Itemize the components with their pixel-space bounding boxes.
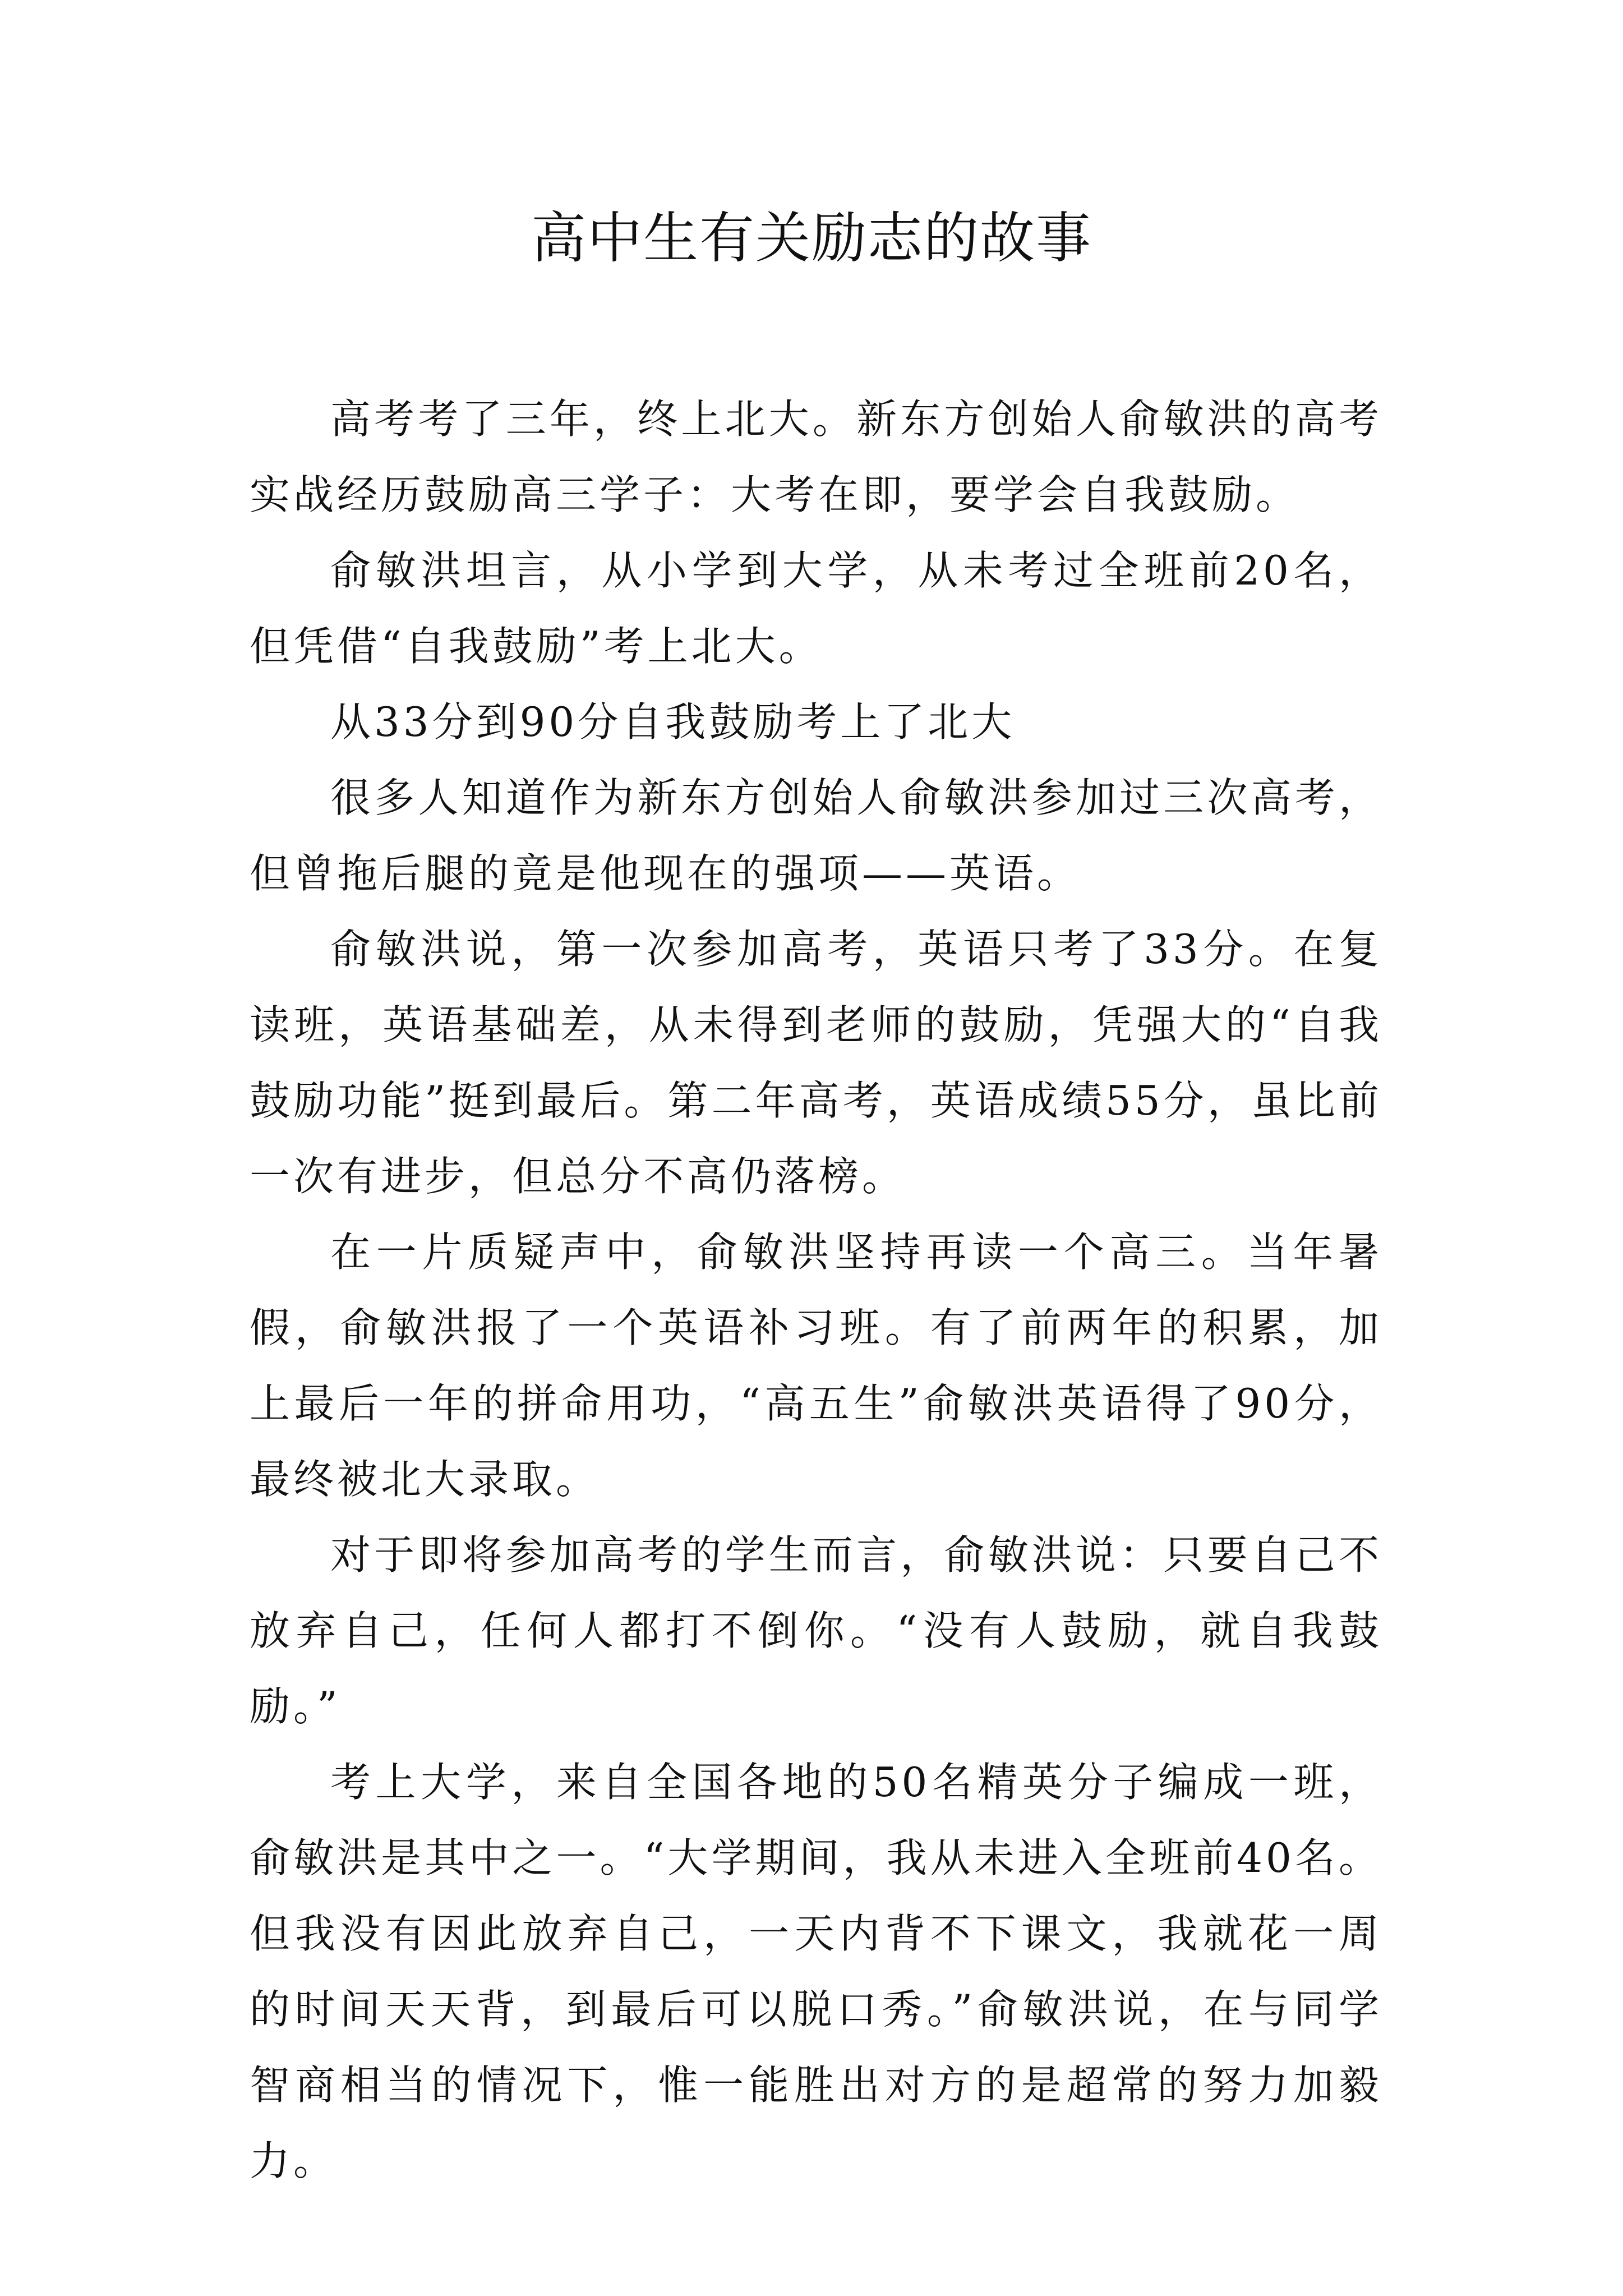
paragraph-5: 俞敏洪说，第一次参加高考，英语只考了33分。在复读班，英语基础差，从未得到老师的鼓励，凭强大的“自我鼓励功能”挺到最后。第二年高考，英语成绩55分，虽比前一次有进步，但总分不高仍落榜。 bbox=[250, 926, 1382, 1200]
document-body bbox=[250, 381, 1382, 2199]
paragraph-1: 高考考了三年，终上北大。新东方创始人俞敏洪的高考实战经历鼓励高三学子：大考在即，要学会自我鼓励。 bbox=[250, 395, 1382, 518]
paragraph-8: 考上大学，来自全国各地的50名精英分子编成一班，俞敏洪是其中之一。“大学期间，我从未进入全班前40名。但我没有因此放弃自己，一天内背不下课文，我就花一周的时间天天背，到最后可以脱口秀。”俞敏洪说，在与同学智商相当的情况下，惟一能胜出对方的是超常的努力加毅力。 bbox=[250, 1759, 1382, 2184]
paragraph-4: 很多人知道作为新东方创始人俞敏洪参加过三次高考，但曾拖后腿的竟是他现在的强项——英语。 bbox=[250, 774, 1382, 897]
document-title: 高中生有关励志的故事 bbox=[531, 206, 1092, 270]
paragraph-6: 在一片质疑声中，俞敏洪坚持再读一个高三。当年暑假，俞敏洪报了一个英语补习班。有了前两年的积累，加上最后一年的拼命用功，“高五生”俞敏洪英语得了90分，最终被北大录取。 bbox=[250, 1228, 1382, 1503]
paragraph-2: 俞敏洪坦言，从小学到大学，从未考过全班前20名，但凭借“自我鼓励”考上北大。 bbox=[250, 547, 1382, 670]
paragraph-7: 对于即将参加高考的学生而言，俞敏洪说：只要自己不放弃自己，任何人都打不倒你。“没有人鼓励，就自我鼓励。” bbox=[250, 1531, 1382, 1730]
paragraph-3-subheading: 从33分到90分自我鼓励考上了北大 bbox=[330, 698, 1016, 746]
